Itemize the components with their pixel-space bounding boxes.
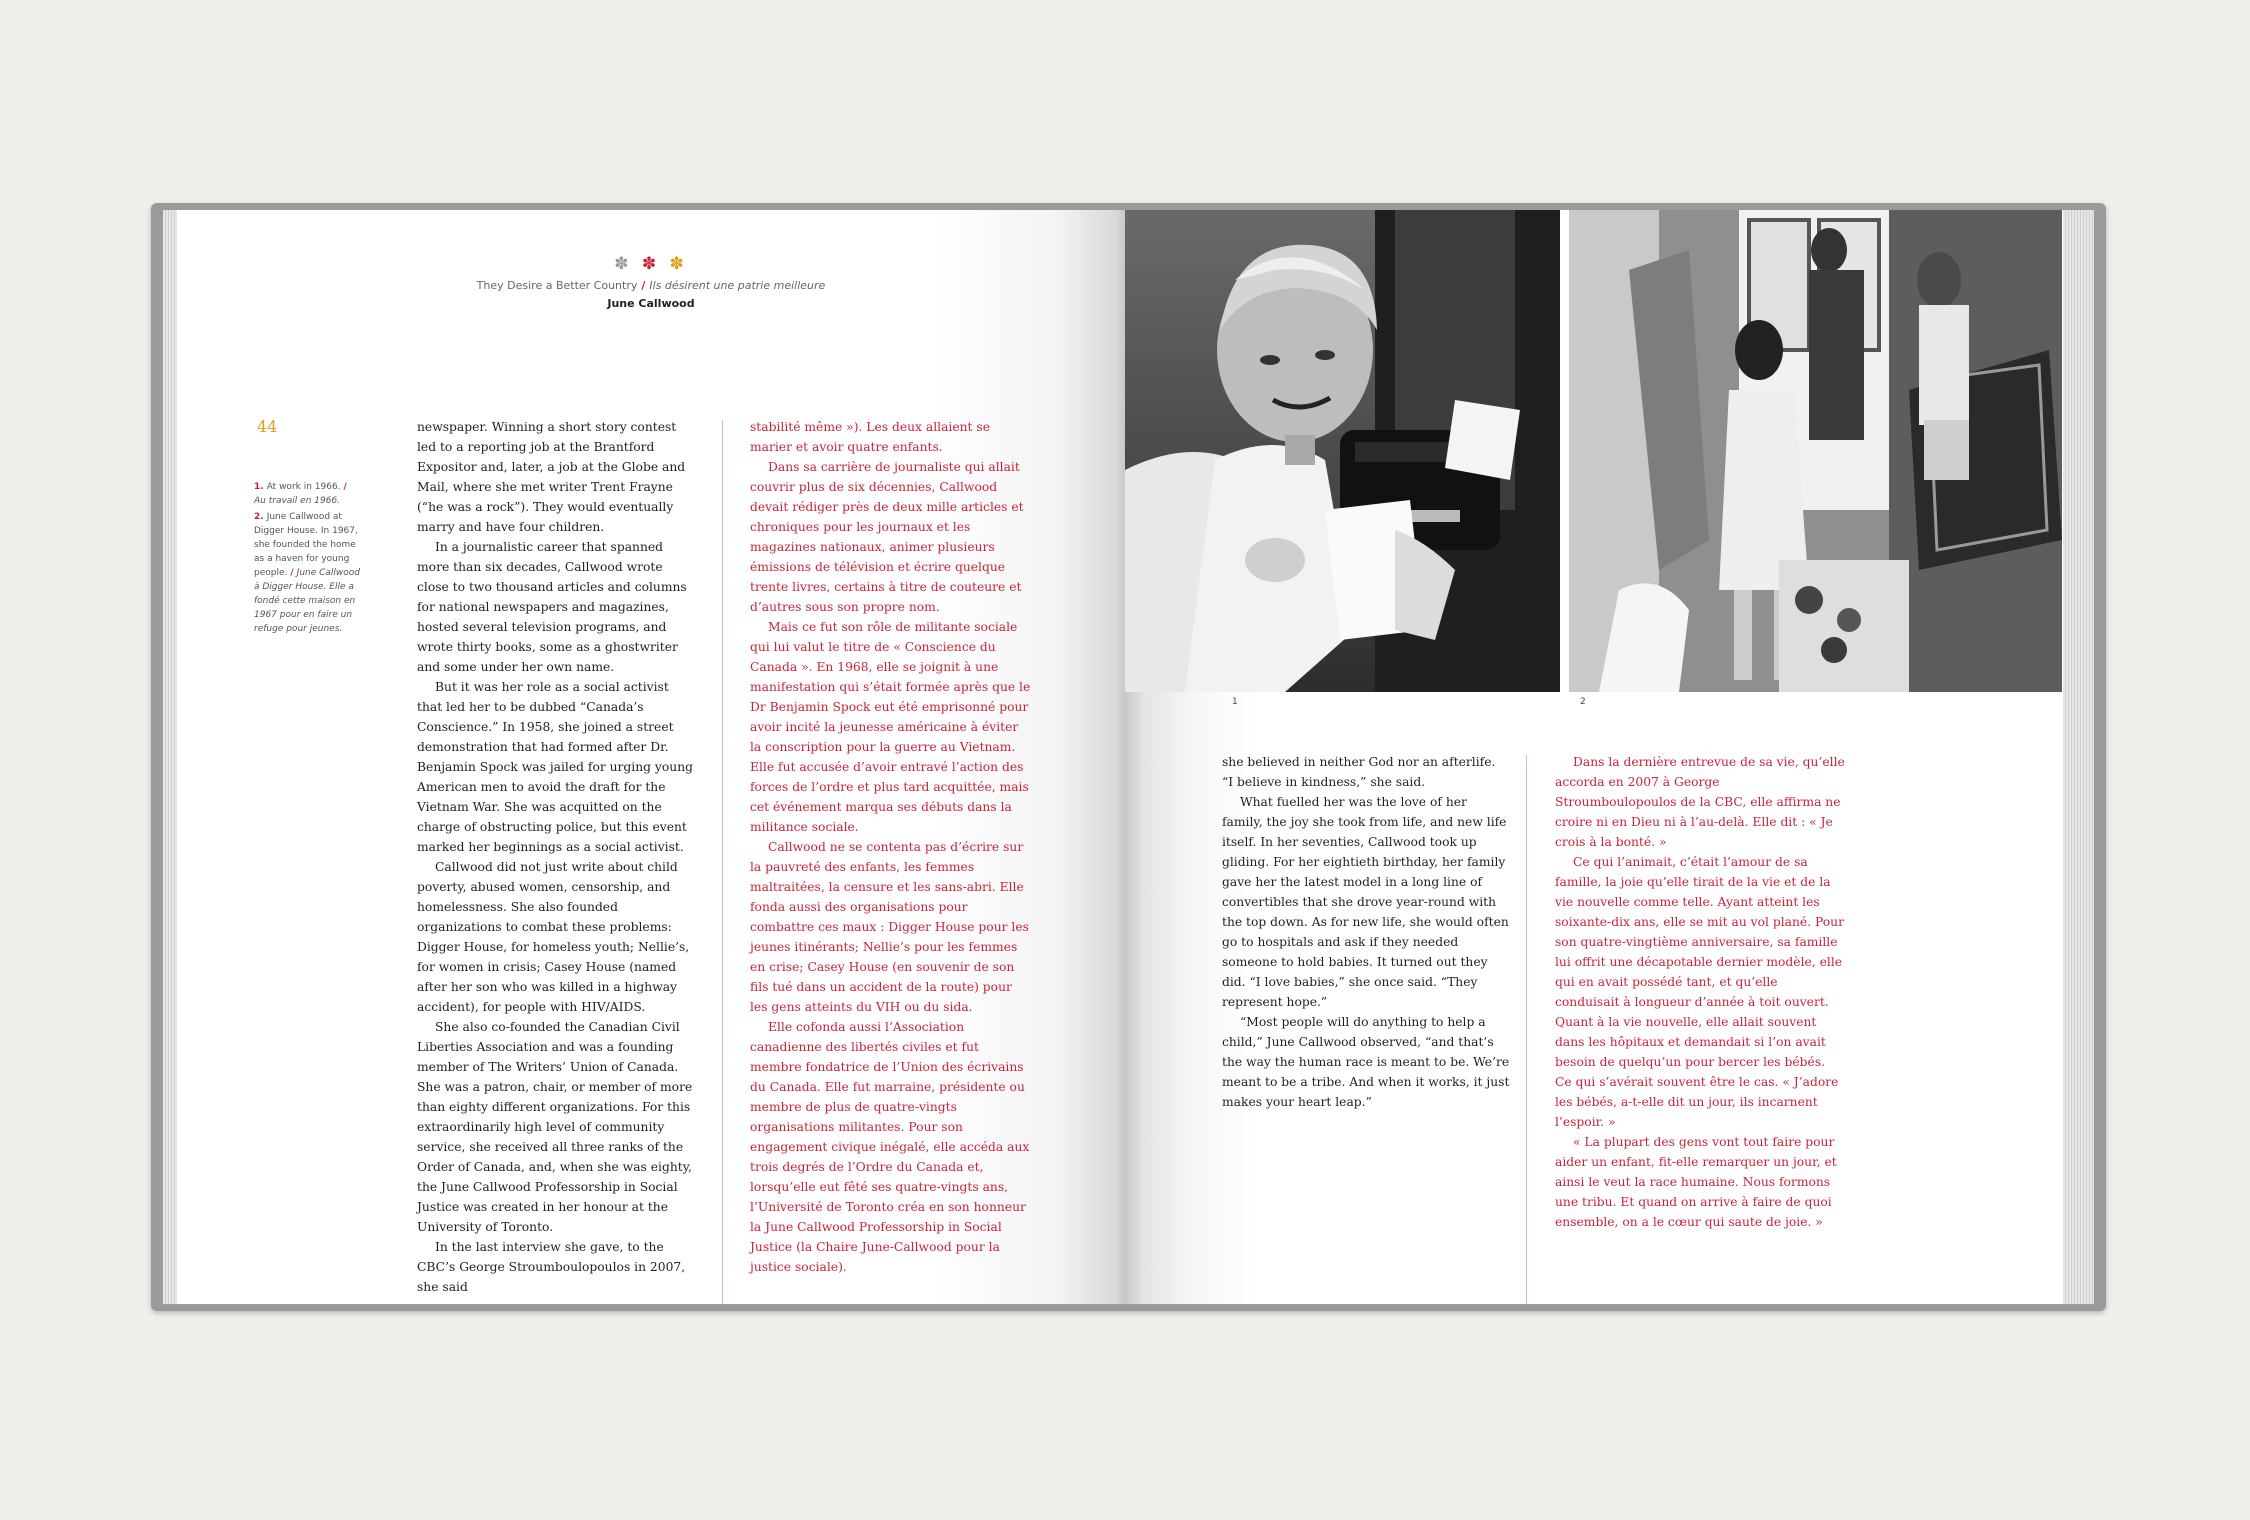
- caption-1: [254, 480, 364, 508]
- caption-separator: /: [290, 568, 294, 578]
- series-separator: /: [641, 279, 646, 292]
- caption-2: [254, 510, 364, 636]
- caption-en: June Callwood at Digger House. In 1967, she founded the home as a haven for young people.: [254, 512, 358, 578]
- caption-separator: /: [343, 482, 347, 492]
- caption-fr: June Callwood à Digger House. Elle a fondé cette maison en 1967 pour en faire un refuge pour jeunes.: [254, 568, 361, 634]
- series-title: [177, 279, 1125, 292]
- paragraph: Elle cofonda aussi l’Association canadienne des libertés civiles et fut membre fondatrice de l’Union des écrivains du Canada. Elle fut marraine, présidente ou membre de plus de quatre-vingts organisations militantes. Pour son engagement civique inégalé, elle accéda aux trois degrés de l’Ordre du Canada et, lorsqu’elle eut fêté ses quatre-vingts ans, l’Université de Toronto créa en son honneur la June Callwood Professorship in Social Justice (la Chaire June-Callwood pour la justice sociale).: [750, 1020, 1030, 1274]
- paragraph: she believed in neither God nor an afterlife. “I believe in kindness,” she said.: [1222, 755, 1496, 789]
- photo-callwood-typewriter: [1125, 210, 1560, 692]
- left-page: [177, 210, 1125, 1304]
- paragraph: Callwood did not just write about child poverty, abused women, censorship, and homelessness. She also founded organizations to combat these problems: Digger House, for homeless youth; Nellie’s, for women in crisis; Casey House (named after her son who was killed in a highway accident), for people with HIV/AIDS.: [417, 860, 690, 1014]
- paragraph: Dans sa carrière de journaliste qui allait couvrir plus de six décennies, Callwood devait rédiger près de deux mille articles et chroniques pour les journaux et les magazines nationaux, animer plusieurs émissions de télévision et écrire quelque trente livres, certains à titre de couteure et d’autres sous son propre nom.: [750, 460, 1024, 614]
- paragraph: stabilité même »). Les deux allaient se marier et avoir quatre enfants.: [750, 420, 990, 454]
- ornament-stars: [177, 254, 1125, 274]
- paragraph: What fuelled her was the love of her family, the joy she took from life, and new life itself. In her seventies, Callwood took up gliding. For her eightieth birthday, her family gave her the latest model in a long line of convertibles that she drove year-round with the top down. As for new life, she would often go to hospitals and ask if they needed someone to hold babies. It turned out they did. “I love babies,” she once said. “They represent hope.”: [1222, 795, 1509, 1009]
- english-column-1: [417, 417, 697, 1297]
- star-icon: ✽: [614, 254, 633, 274]
- star-icon: ✽: [641, 254, 661, 274]
- star-icon: ✽: [669, 254, 688, 274]
- running-header: [177, 254, 1125, 310]
- page-edges-right: [2060, 210, 2094, 1304]
- figure-label-2: 2: [1580, 697, 1586, 707]
- figure-label-1: 1: [1232, 697, 1238, 707]
- english-column-2: [1222, 752, 1510, 1112]
- paragraph: « La plupart des gens vont tout faire pour aider un enfant, fit-elle remarquer un jour, et ainsi le veut la race humaine. Nous formons une tribu. Et quand on arrive à faire de quoi ensemble, on a le cœur qui saute de joie. »: [1555, 1135, 1837, 1229]
- paragraph: In a journalistic career that spanned more than six decades, Callwood wrote close to two thousand articles and columns for national newspapers and magazines, hosted several television programs, and wrote thirty books, some as a ghostwriter and some under her own name.: [417, 540, 687, 674]
- photo-captions: [254, 480, 364, 638]
- author-name: June Callwood: [607, 297, 695, 310]
- paragraph: Mais ce fut son rôle de militante sociale qui lui valut le titre de « Conscience du Canada ». En 1968, elle se joignit à une manifestation qui s’était formée après que le Dr Benjamin Spock eut été emprisonné pour avoir incité la jeunesse américaine à éviter la conscription pour la guerre au Vietnam. Elle fut accusée d’avoir entravé l’action des forces de l’ordre et plus tard acquittée, mais cet événement marqua ses débuts dans la militance sociale.: [750, 620, 1031, 834]
- paragraph: “Most people will do anything to help a child,” June Callwood observed, “and that’s the way the human race is meant to be. We’re meant to be a tribe. And when it works, it just makes your heart leap.”: [1222, 1015, 1510, 1109]
- photo-digger-house: [1569, 210, 2062, 692]
- french-column-1: [750, 417, 1032, 1277]
- paragraph: In the last interview she gave, to the CBC’s George Stroumboulopoulos in 2007, she said: [417, 1240, 686, 1294]
- paragraph: Ce qui l’animait, c’était l’amour de sa famille, la joie qu’elle tirait de la vie et de la vie nouvelle comme telle. Ayant atteint les soixante-dix ans, elle se mit au vol plané. Pour son quatre-vingtième anniversaire, sa famille lui offrit une décapotable dernier modèle, elle qui en avait possédé tant, et qu’elle conduisait à longueur d’année à toit ouvert. Quant à la vie nouvelle, elle allait souvent dans les hôpitaux et demandait si l’on avait besoin de quelqu’un pour bercer les bébés. Ce qui s’avérait souvent être le cas. « J’adore les bébés, a-t-elle dit un jour, ils incarnent l’espoir. »: [1555, 855, 1844, 1129]
- caption-fr: Au travail en 1966.: [254, 496, 341, 506]
- paragraph: She also co-founded the Canadian Civil Liberties Association and was a founding member of The Writers’ Union of Canada. She was a patron, chair, or member of more than eighty different organizations. For this extraordinarily high level of community service, she received all three ranks of the Order of Canada, and, when she was eighty, the June Callwood Professorship in Social Justice was created in her honour at the University of Toronto.: [417, 1020, 693, 1234]
- caption-number: 2.: [254, 512, 264, 522]
- caption-en: At work in 1966.: [266, 482, 341, 492]
- page-number: 44: [257, 417, 278, 436]
- paragraph: But it was her role as a social activist that led her to be dubbed “Canada’s Conscience.” In 1958, she joined a street demonstration that had formed after Dr. Benjamin Spock was jailed for urging young American men to avoid the draft for the Vietnam War. She was acquitted on the charge of obstructing police, but this event marked her beginnings as a social activist.: [417, 680, 693, 854]
- paragraph: newspaper. Winning a short story contest led to a reporting job at the Brantford Expositor and, later, a job at the Globe and Mail, where she met writer Trent Frayne (“he was a rock”). They would eventually marry and have four children.: [417, 420, 686, 534]
- column-rule: [1526, 755, 1527, 1304]
- french-column-2: [1555, 752, 1845, 1232]
- caption-number: 1.: [254, 482, 264, 492]
- series-title-en: They Desire a Better Country: [476, 279, 638, 292]
- column-rule: [722, 420, 723, 1304]
- right-page: [1125, 210, 2063, 1304]
- series-title-fr: Ils désirent une patrie meilleure: [649, 279, 826, 292]
- paragraph: Dans la dernière entrevue de sa vie, qu’elle accorda en 2007 à George Stroumboulopoulos de la CBC, elle affirma ne croire ni en Dieu ni à l’au-delà. Elle dit : « Je crois à la bonté. »: [1555, 755, 1845, 849]
- paragraph: Callwood ne se contenta pas d’écrire sur la pauvreté des enfants, les femmes maltraitées, la censure et les sans-abri. Elle fonda aussi des organisations pour combattre ces maux : Digger House pour les jeunes itinérants; Nellie’s pour les femmes en crise; Casey House (en souvenir de son fils tué dans un accident de la route) pour les gens atteints du VIH ou du sida.: [750, 840, 1029, 1014]
